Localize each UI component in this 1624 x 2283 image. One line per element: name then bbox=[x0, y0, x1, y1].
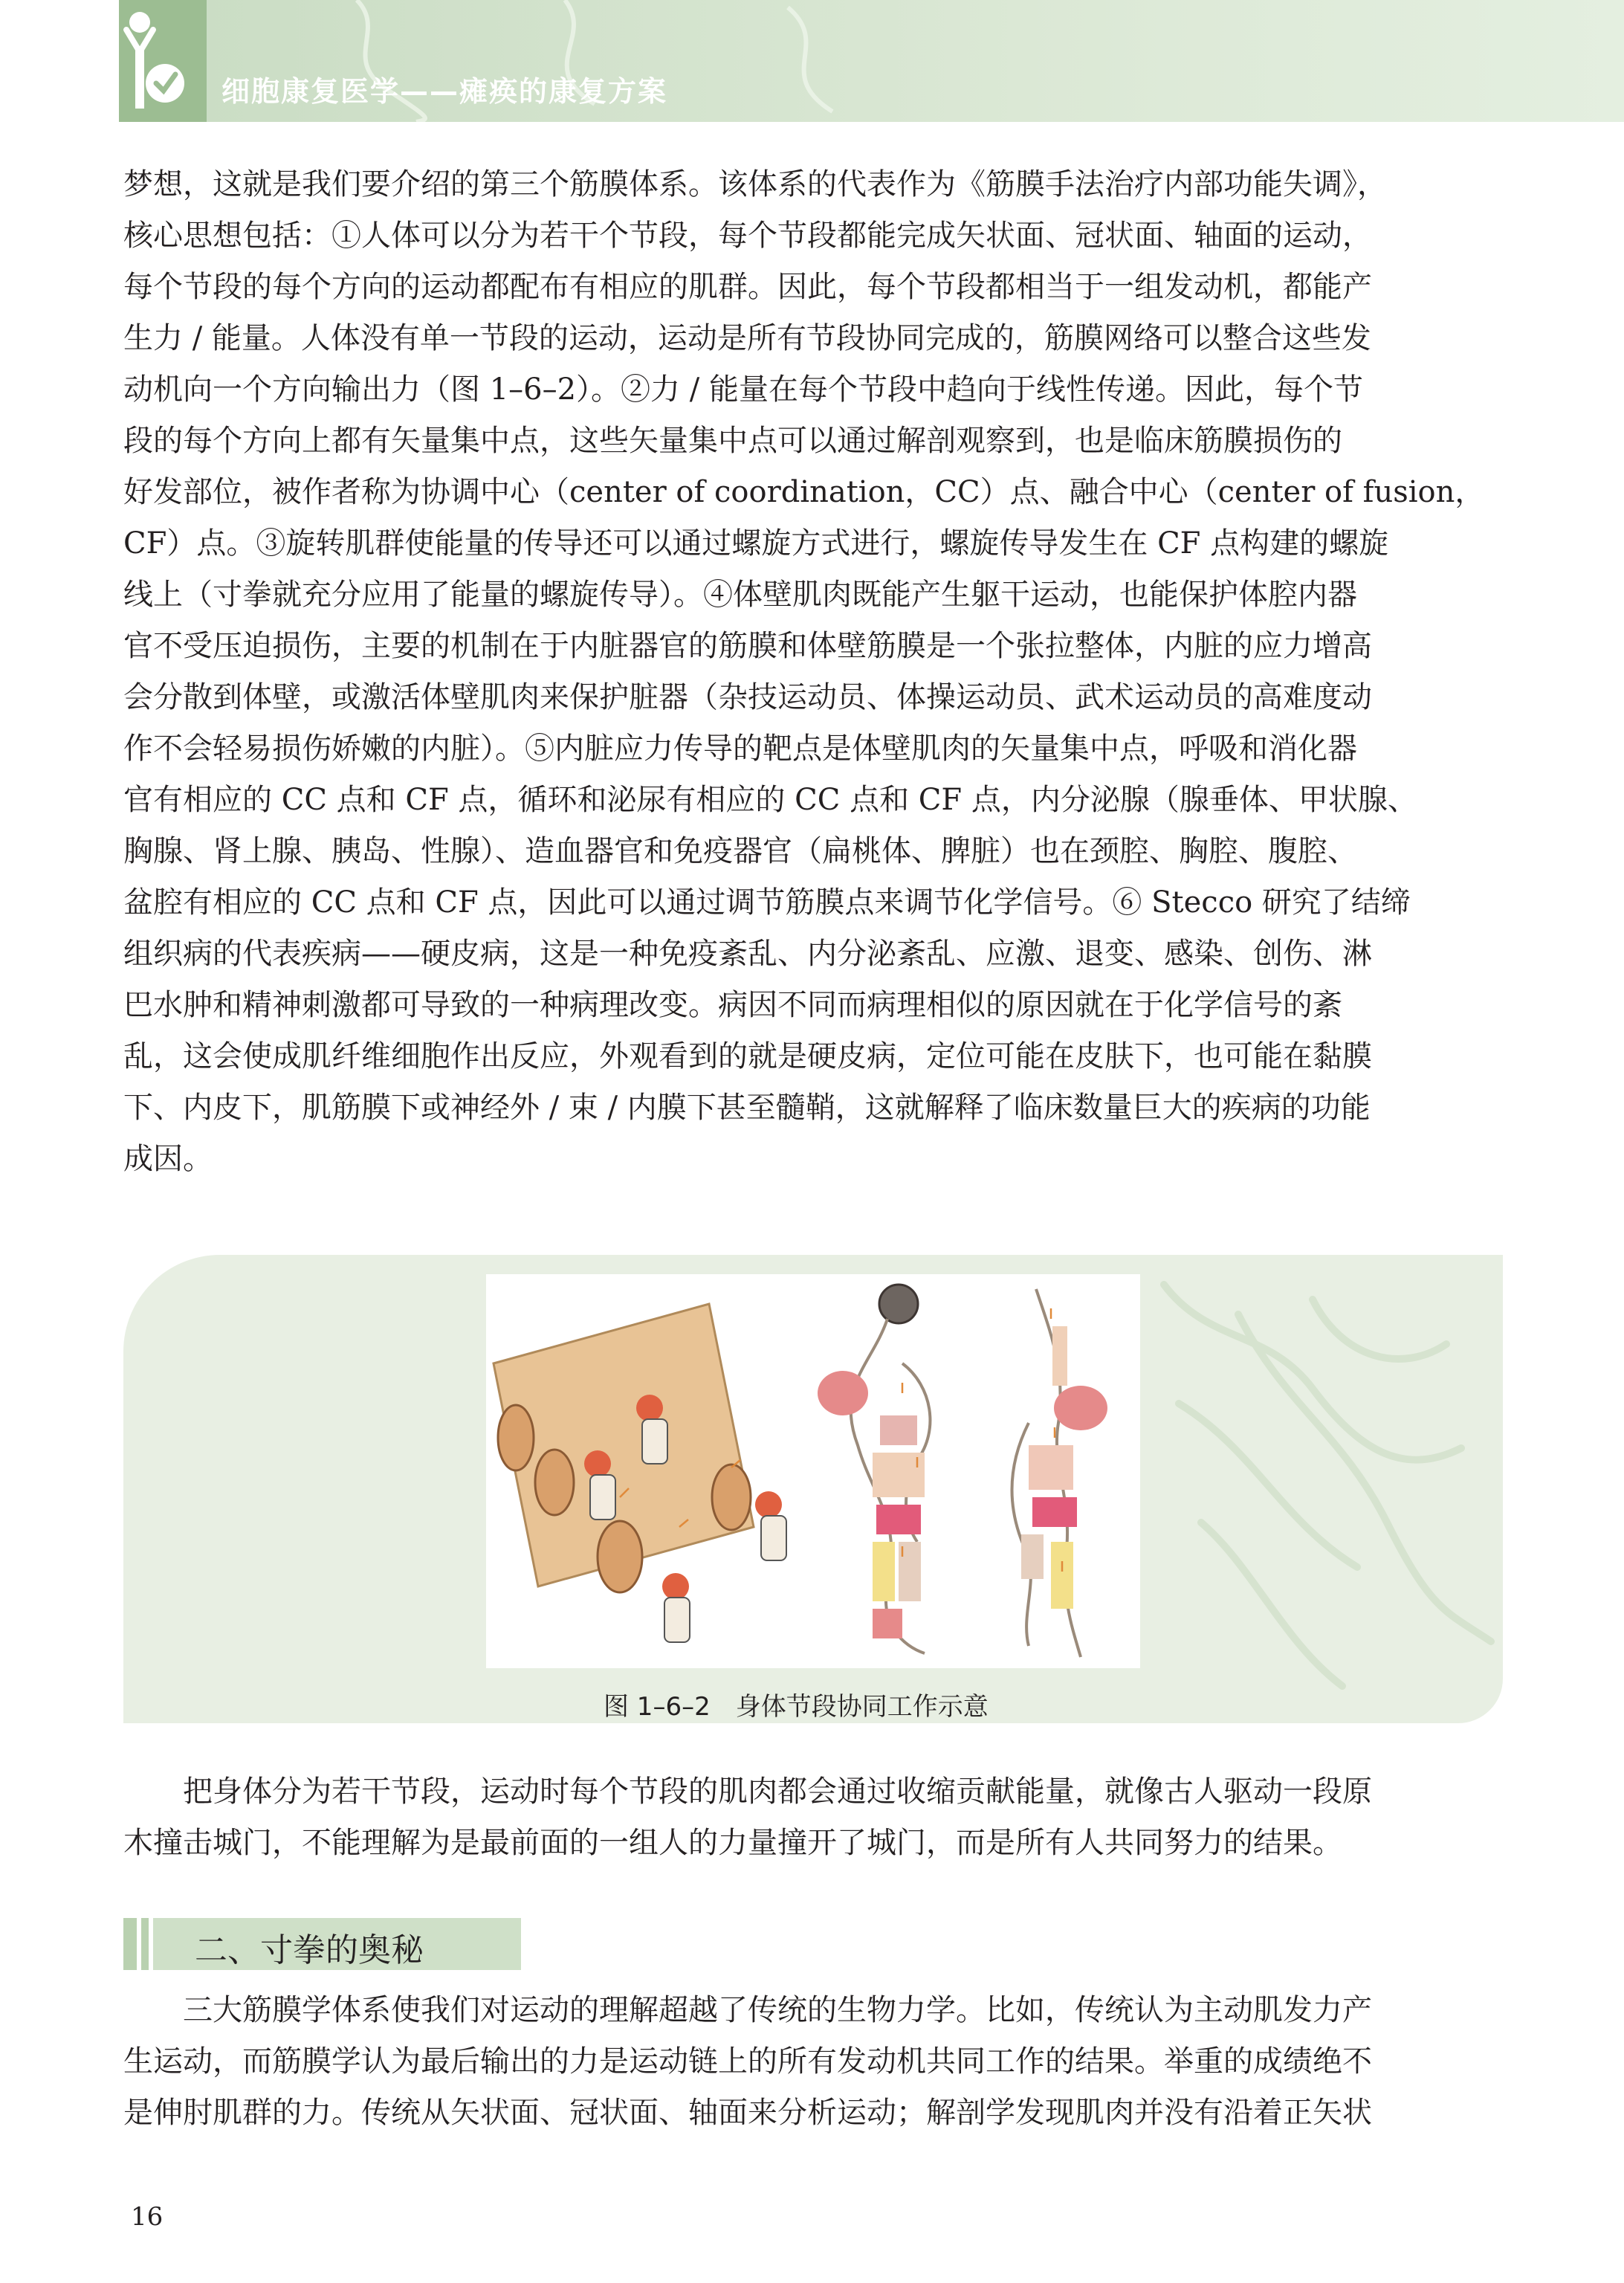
text-line: 下、内皮下，肌筋膜下或神经外 / 束 / 内膜下甚至髓鞘，这就解释了临床数量巨大的疾病的功能 bbox=[123, 1091, 1371, 1125]
text-line: 胸腺、肾上腺、胰岛、性腺）、造血器官和免疫器官（扁桃体、脾脏）也在颈腔、胸腔、腹腔、 bbox=[123, 834, 1357, 868]
text-line: 成因。 bbox=[123, 1142, 213, 1176]
text-line: 线上（寸拳就充分应用了能量的螺旋传导）。④体壁肌肉既能产生躯干运动，也能保护体腔内器 bbox=[123, 578, 1357, 612]
text-line: 生运动，而筋膜学认为最后输出的力是运动链上的所有发动机共同工作的结果。举重的成绩绝不 bbox=[123, 2044, 1372, 2079]
text-line: 盆腔有相应的 CC 点和 CF 点，因此可以通过调节筋膜点来调节化学信号。⑥ Stecco 研究了结缔 bbox=[123, 885, 1411, 920]
text-line: 组织病的代表疾病——硬皮病，这是一种免疫紊乱、内分泌紊乱、应激、退变、感染、创伤、淋 bbox=[123, 937, 1372, 971]
person-check-icon bbox=[119, 0, 207, 122]
thrower-figure-drawing bbox=[818, 1285, 930, 1653]
text-line: 官有相应的 CC 点和 CF 点，循环和泌尿有相应的 CC 点和 CF 点，内分泌腺（腺垂体、甲状腺、 bbox=[123, 783, 1417, 817]
text-line: CF）点。③旋转肌群使能量的传导还可以通过螺旋方式进行，螺旋传导发生在 CF 点构建的螺旋 bbox=[123, 526, 1389, 561]
text-line: 是伸肘肌群的力。传统从矢状面、冠状面、轴面来分析运动；解剖学发现肌肉并没有沿着正矢状 bbox=[123, 2096, 1372, 2130]
text-line: 官不受压迫损伤，主要的机制在于内脏器官的筋膜和体壁筋膜是一个张拉整体，内脏的应力增高 bbox=[123, 629, 1372, 663]
body-paragraph-3 bbox=[123, 1985, 1506, 2139]
header-logo-box bbox=[119, 0, 207, 122]
body-paragraph-1 bbox=[123, 159, 1506, 1185]
figure-illustration bbox=[486, 1274, 1140, 1668]
figure-caption: 图 1–6–2 身体节段协同工作示意 bbox=[604, 1692, 989, 1722]
text-line: 作不会轻易损伤娇嫩的内脏）。⑤内脏应力传导的靶点是体壁肌肉的矢量集中点，呼吸和消化器 bbox=[123, 732, 1357, 766]
page-number: 16 bbox=[131, 2202, 164, 2232]
text-line: 把身体分为若干节段，运动时每个节段的肌肉都会通过收缩贡献能量，就像古人驱动一段原 bbox=[123, 1775, 1372, 1809]
text-line: 核心思想包括：①人体可以分为若干个节段，每个节段都能完成矢状面、冠状面、轴面的运动， bbox=[123, 219, 1372, 253]
section-heading: 二、寸拳的奥秘 bbox=[195, 1931, 424, 1969]
text-line: 会分散到体壁，或激活体壁肌肉来保护脏器（杂技运动员、体操运动员、武术运动员的高难度动 bbox=[123, 680, 1372, 714]
body-paragraph-2 bbox=[123, 1766, 1506, 1869]
text-line: 梦想，这就是我们要介绍的第三个筋膜体系。该体系的代表作为《筋膜手法治疗内部功能失调》， bbox=[123, 167, 1387, 201]
text-line: 生力 / 能量。人体没有单一节段的运动，运动是所有节段协同完成的，筋膜网络可以整合这些发 bbox=[123, 321, 1371, 355]
text-line: 段的每个方向上都有矢量集中点，这些矢量集中点可以通过解剖观察到，也是临床筋膜损伤的 bbox=[123, 424, 1342, 458]
text-line: 每个节段的每个方向的运动都配布有相应的肌群。因此，每个节段都相当于一组发动机，都能产 bbox=[123, 270, 1372, 304]
text-line: 好发部位，被作者称为协调中心（center of coordination，CC）点、融合中心（center of fusion， bbox=[123, 475, 1485, 509]
body-segments-illustration bbox=[486, 1274, 1140, 1668]
header-title: 细胞康复医学——瘫痪的康复方案 bbox=[221, 75, 668, 108]
text-line: 动机向一个方向输出力（图 1–6–2）。②力 / 能量在每个节段中趋向于线性传递。因此，每个节 bbox=[123, 372, 1363, 407]
text-line: 木撞击城门，不能理解为是最前面的一组人的力量撞开了城门，而是所有人共同努力的结果。 bbox=[123, 1826, 1342, 1860]
reaching-figure-drawing bbox=[1012, 1289, 1108, 1657]
text-line: 巴水肿和精神刺激都可导致的一种病理改变。病因不同而病理相似的原因就在于化学信号的紊 bbox=[123, 988, 1342, 1022]
text-line: 乱，这会使成肌纤维细胞作出反应，外观看到的就是硬皮病，定位可能在皮肤下，也可能在黏膜 bbox=[123, 1039, 1372, 1073]
text-line: 三大筋膜学体系使我们对运动的理解超越了传统的生物力学。比如，传统认为主动肌发力产 bbox=[123, 1993, 1372, 2027]
running-header bbox=[0, 0, 1624, 132]
battering-ram-drawing bbox=[494, 1304, 786, 1642]
